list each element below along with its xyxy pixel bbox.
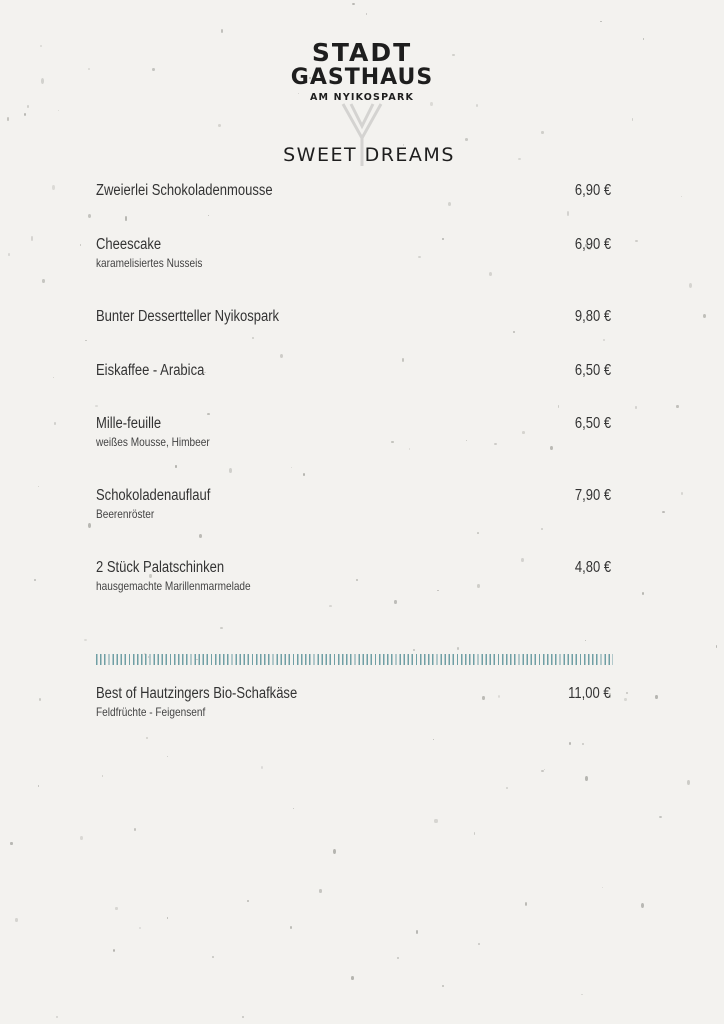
paper-speck bbox=[681, 492, 683, 495]
paper-speck bbox=[655, 695, 658, 700]
paper-speck bbox=[40, 45, 42, 47]
menu-item-price: 6,90 € bbox=[574, 182, 611, 199]
paper-speck bbox=[134, 828, 136, 831]
paper-speck bbox=[478, 943, 480, 945]
paper-speck bbox=[38, 486, 39, 487]
paper-speck bbox=[88, 214, 91, 218]
paper-speck bbox=[175, 465, 176, 467]
paper-speck bbox=[659, 816, 662, 818]
menu-item-price: 9,80 € bbox=[574, 308, 611, 325]
paper-speck bbox=[291, 467, 292, 469]
paper-speck bbox=[643, 38, 644, 40]
paper-speck bbox=[641, 903, 644, 908]
paper-speck bbox=[10, 842, 12, 846]
paper-speck bbox=[476, 104, 478, 107]
paper-speck bbox=[581, 994, 582, 995]
paper-speck bbox=[624, 698, 627, 701]
paper-speck bbox=[442, 985, 445, 988]
paper-speck bbox=[716, 645, 718, 648]
menu-item bbox=[96, 558, 611, 594]
paper-speck bbox=[95, 405, 98, 407]
paper-speck bbox=[54, 422, 56, 426]
paper-speck bbox=[366, 13, 367, 15]
paper-speck bbox=[52, 185, 55, 190]
paper-speck bbox=[448, 202, 451, 206]
paper-speck bbox=[567, 211, 570, 216]
paper-speck bbox=[489, 272, 492, 276]
paper-speck bbox=[541, 770, 543, 772]
section-divider bbox=[96, 654, 613, 665]
paper-speck bbox=[413, 649, 415, 651]
paper-speck bbox=[525, 902, 527, 905]
paper-speck bbox=[434, 819, 437, 824]
paper-speck bbox=[42, 279, 45, 283]
paper-speck bbox=[290, 926, 293, 929]
paper-speck bbox=[600, 21, 602, 22]
paper-speck bbox=[477, 532, 479, 534]
paper-speck bbox=[261, 766, 263, 769]
paper-speck bbox=[199, 534, 202, 538]
paper-speck bbox=[319, 889, 322, 892]
paper-speck bbox=[689, 283, 692, 288]
paper-speck bbox=[221, 29, 223, 33]
menu-item-name: 2 Stück Palatschinken bbox=[96, 559, 225, 576]
paper-speck bbox=[394, 600, 397, 604]
logo-line-3: AM NYIKOSPARK bbox=[309, 92, 415, 103]
menu-item-description: Feldfrüchte - Feigensenf bbox=[96, 705, 206, 719]
section-title: SWEET DREAMS bbox=[283, 144, 455, 166]
menu-item-description: karamelisiertes Nusseis bbox=[96, 256, 203, 270]
menu-item-price: 7,90 € bbox=[574, 487, 611, 504]
paper-speck bbox=[88, 523, 91, 528]
menu-item bbox=[96, 361, 611, 381]
menu-item-description: weißes Mousse, Himbeer bbox=[96, 435, 210, 449]
paper-speck bbox=[662, 511, 665, 513]
paper-speck bbox=[8, 253, 11, 255]
paper-speck bbox=[585, 640, 586, 641]
paper-speck bbox=[602, 887, 603, 888]
paper-speck bbox=[541, 131, 544, 135]
paper-speck bbox=[352, 3, 355, 5]
paper-speck bbox=[513, 331, 516, 333]
menu-item-name: Schokoladenauflauf bbox=[96, 487, 211, 504]
menu-item-description: hausgemachte Marillenmarmelade bbox=[96, 579, 251, 593]
paper-speck bbox=[474, 832, 475, 834]
paper-speck bbox=[635, 406, 637, 408]
paper-speck bbox=[642, 592, 644, 596]
paper-speck bbox=[15, 918, 17, 922]
paper-speck bbox=[102, 775, 103, 776]
paper-speck bbox=[139, 927, 141, 929]
menu-item-name: Zweierlei Schokoladenmousse bbox=[96, 182, 273, 199]
menu-item-extra bbox=[96, 684, 611, 720]
menu-item bbox=[96, 307, 611, 327]
paper-speck bbox=[167, 756, 168, 757]
paper-speck bbox=[506, 787, 508, 789]
paper-speck bbox=[242, 1016, 243, 1018]
paper-speck bbox=[681, 196, 682, 197]
paper-speck bbox=[293, 808, 294, 810]
paper-speck bbox=[208, 215, 209, 217]
paper-speck bbox=[280, 354, 283, 358]
paper-speck bbox=[676, 405, 678, 408]
paper-speck bbox=[31, 236, 34, 240]
paper-speck bbox=[218, 124, 221, 127]
paper-speck bbox=[146, 737, 148, 739]
paper-speck bbox=[84, 639, 87, 641]
menu-item-price: 4,80 € bbox=[574, 559, 611, 576]
paper-speck bbox=[303, 473, 305, 476]
paper-speck bbox=[703, 314, 706, 318]
restaurant-logo bbox=[262, 40, 462, 106]
paper-speck bbox=[635, 240, 638, 242]
paper-speck bbox=[34, 579, 36, 581]
paper-speck bbox=[220, 627, 223, 629]
paper-speck bbox=[687, 780, 690, 785]
paper-speck bbox=[558, 405, 560, 408]
paper-speck bbox=[7, 117, 10, 121]
paper-speck bbox=[125, 216, 128, 220]
paper-speck bbox=[585, 776, 588, 781]
paper-speck bbox=[397, 957, 399, 959]
paper-speck bbox=[252, 337, 254, 339]
paper-speck bbox=[115, 907, 117, 910]
paper-speck bbox=[113, 949, 115, 952]
paper-speck bbox=[229, 468, 232, 473]
paper-speck bbox=[53, 377, 55, 379]
paper-speck bbox=[152, 68, 155, 71]
paper-speck bbox=[212, 956, 214, 958]
paper-speck bbox=[24, 113, 27, 116]
menu-item-name: Mille-feuille bbox=[96, 415, 162, 432]
paper-speck bbox=[544, 769, 545, 770]
paper-speck bbox=[457, 647, 459, 650]
paper-speck bbox=[465, 138, 468, 141]
paper-speck bbox=[541, 528, 543, 530]
menu-item-name: Eiskaffee - Arabica bbox=[96, 362, 205, 379]
paper-speck bbox=[167, 917, 168, 919]
paper-speck bbox=[85, 340, 86, 341]
menu-item-name: Bunter Dessertteller Nyikospark bbox=[96, 308, 280, 325]
menu-item bbox=[96, 414, 611, 450]
menu-item-price: 11,00 € bbox=[568, 685, 611, 702]
paper-speck bbox=[247, 900, 249, 901]
menu-item-name: Cheescake bbox=[96, 236, 162, 253]
logo-line-2: GASTHAUS bbox=[290, 65, 434, 90]
paper-speck bbox=[38, 785, 39, 787]
paper-speck bbox=[569, 742, 571, 745]
paper-speck bbox=[433, 739, 434, 741]
menu-item-price: 6,90 € bbox=[574, 236, 611, 253]
menu-item-name: Best of Hautzingers Bio-Schafkäse bbox=[96, 685, 298, 702]
paper-speck bbox=[41, 78, 44, 83]
menu-item-description: Beerenröster bbox=[96, 507, 155, 521]
paper-speck bbox=[632, 118, 634, 120]
paper-speck bbox=[80, 244, 81, 246]
logo-line-1: STADT bbox=[311, 38, 413, 67]
menu-item bbox=[96, 486, 611, 522]
paper-speck bbox=[329, 605, 331, 607]
menu-item bbox=[96, 181, 611, 201]
paper-speck bbox=[626, 692, 628, 695]
menu-item-price: 6,50 € bbox=[574, 362, 611, 379]
paper-speck bbox=[351, 976, 354, 980]
paper-speck bbox=[56, 1016, 58, 1017]
paper-speck bbox=[58, 110, 59, 111]
paper-speck bbox=[333, 849, 336, 854]
paper-speck bbox=[416, 930, 419, 933]
paper-speck bbox=[27, 105, 29, 108]
paper-speck bbox=[88, 68, 90, 70]
paper-speck bbox=[582, 743, 584, 746]
menu-item-price: 6,50 € bbox=[574, 415, 611, 432]
paper-speck bbox=[80, 836, 83, 841]
paper-speck bbox=[603, 339, 605, 341]
menu-item bbox=[96, 235, 611, 271]
paper-speck bbox=[39, 698, 42, 702]
